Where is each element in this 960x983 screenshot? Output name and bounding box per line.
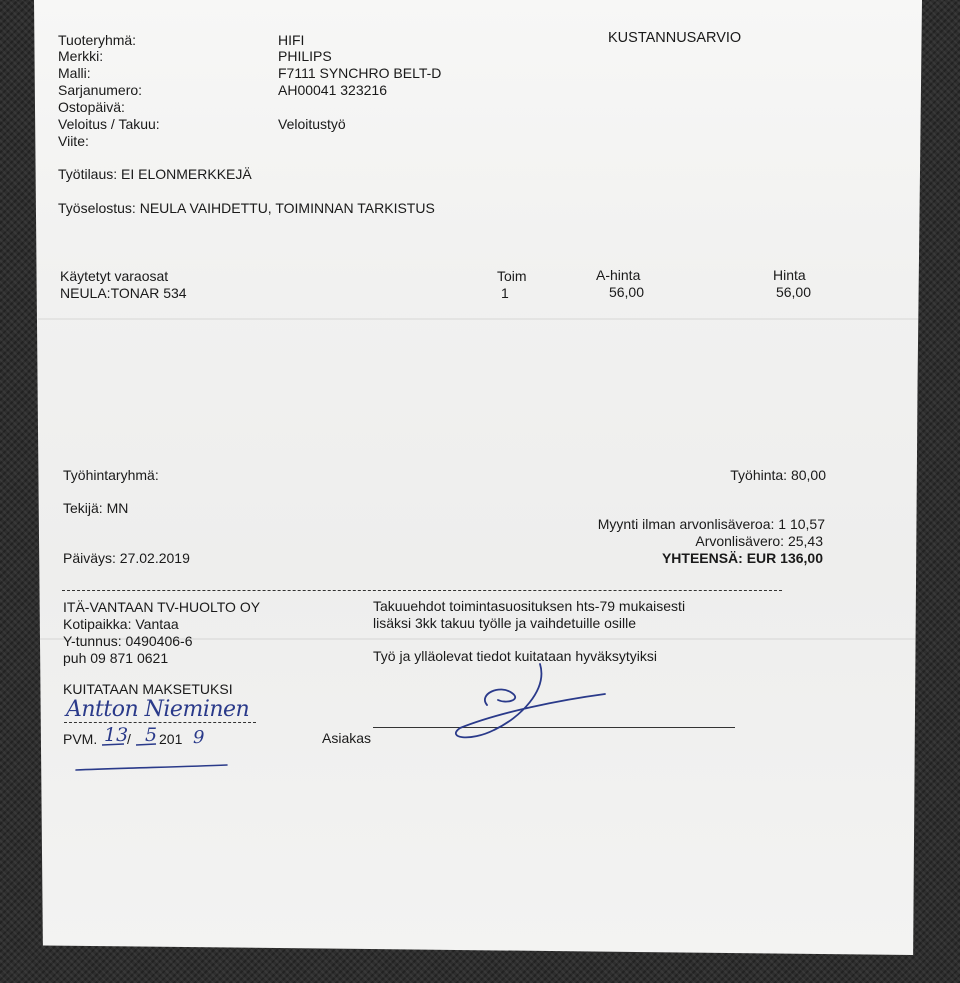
parts-header-part: Käytetyt varaosat: [60, 268, 169, 284]
technician: Tekijä: MN: [63, 500, 129, 516]
field-label-charge-warranty: Veloitus / Takuu:: [58, 116, 160, 132]
pvm-label: PVM.: [63, 731, 98, 747]
field-label-serial: Sarjanumero:: [58, 82, 143, 98]
field-value-model: F7111 SYNCHRO BELT-D: [278, 65, 442, 81]
warranty-line-1: Takuuehdot toimintasuosituksen hts-79 mukaisesti: [373, 598, 686, 614]
total-amount: YHTEENSÄ: EUR 136,00: [661, 550, 823, 566]
field-label-reference: Viite:: [58, 133, 89, 149]
field-value-serial: AH00041 323216: [278, 82, 387, 98]
field-value-brand: PHILIPS: [278, 48, 332, 64]
work-description: Työselostus: NEULA VAIHDETTU, TOIMINNAN TARKISTUS: [58, 200, 435, 216]
payment-label: KUITATAAN MAKSETUKSI: [63, 681, 233, 697]
handwritten-month: 5: [145, 724, 158, 746]
field-label-model: Malli:: [58, 65, 91, 81]
customer-label: Asiakas: [322, 730, 372, 746]
work-order: Työtilaus: EI ELONMERKKEJÄ: [58, 166, 252, 182]
parts-header-unit-price: A-hinta: [596, 267, 641, 283]
date-underline-month: [136, 744, 156, 745]
company-domicile: Kotipaikka: Vantaa: [63, 616, 179, 632]
table-row-price: 56,00: [775, 284, 811, 300]
table-row-unit-price: 56,00: [608, 284, 644, 300]
handwritten-name: Antton Nieminen: [66, 697, 250, 722]
field-label-purchase-date: Ostopäivä:: [58, 99, 125, 115]
year-printed: 201: [159, 731, 183, 747]
company-phone: puh 09 871 0621: [63, 650, 169, 666]
company-business-id: Y-tunnus: 0490406-6: [63, 633, 193, 649]
field-value-product-group: HIFI: [278, 32, 305, 48]
company-name: ITÄ-VANTAAN TV-HUOLTO OY: [63, 599, 261, 615]
date-separator: /: [127, 731, 131, 747]
labor-price: Työhinta: 80,00: [730, 467, 826, 483]
field-value-charge-warranty: Veloitustyö: [278, 116, 346, 132]
parts-header-qty: Toim: [497, 268, 527, 284]
field-label-product-group: Tuoteryhmä:: [58, 32, 137, 48]
acceptance-text: Työ ja ylläolevat tiedot kuitataan hyväksytyiksi: [373, 648, 658, 664]
warranty-line-2: lisäksi 3kk takuu työlle ja vaihdetuille osille: [373, 615, 637, 631]
table-row-part: NEULA:TONAR 534: [60, 285, 187, 301]
document-title: KUSTANNUSARVIO: [608, 30, 742, 46]
total-net: Myynti ilman arvonlisäveroa: 1 10,57: [597, 516, 825, 532]
date-underline-day: [102, 744, 124, 745]
customer-signature: [456, 664, 605, 737]
year-handwritten: 9: [193, 727, 205, 748]
handwritten-day: 13: [104, 724, 129, 746]
total-vat: Arvonlisävero: 25,43: [695, 533, 823, 549]
pvm-underline: [76, 765, 227, 770]
parts-header-price: Hinta: [773, 267, 806, 283]
document-date: Päiväys: 27.02.2019: [63, 550, 190, 566]
table-row-qty: 1: [501, 285, 509, 301]
field-label-brand: Merkki:: [58, 48, 104, 64]
labor-group: Työhintaryhmä:: [63, 467, 159, 483]
